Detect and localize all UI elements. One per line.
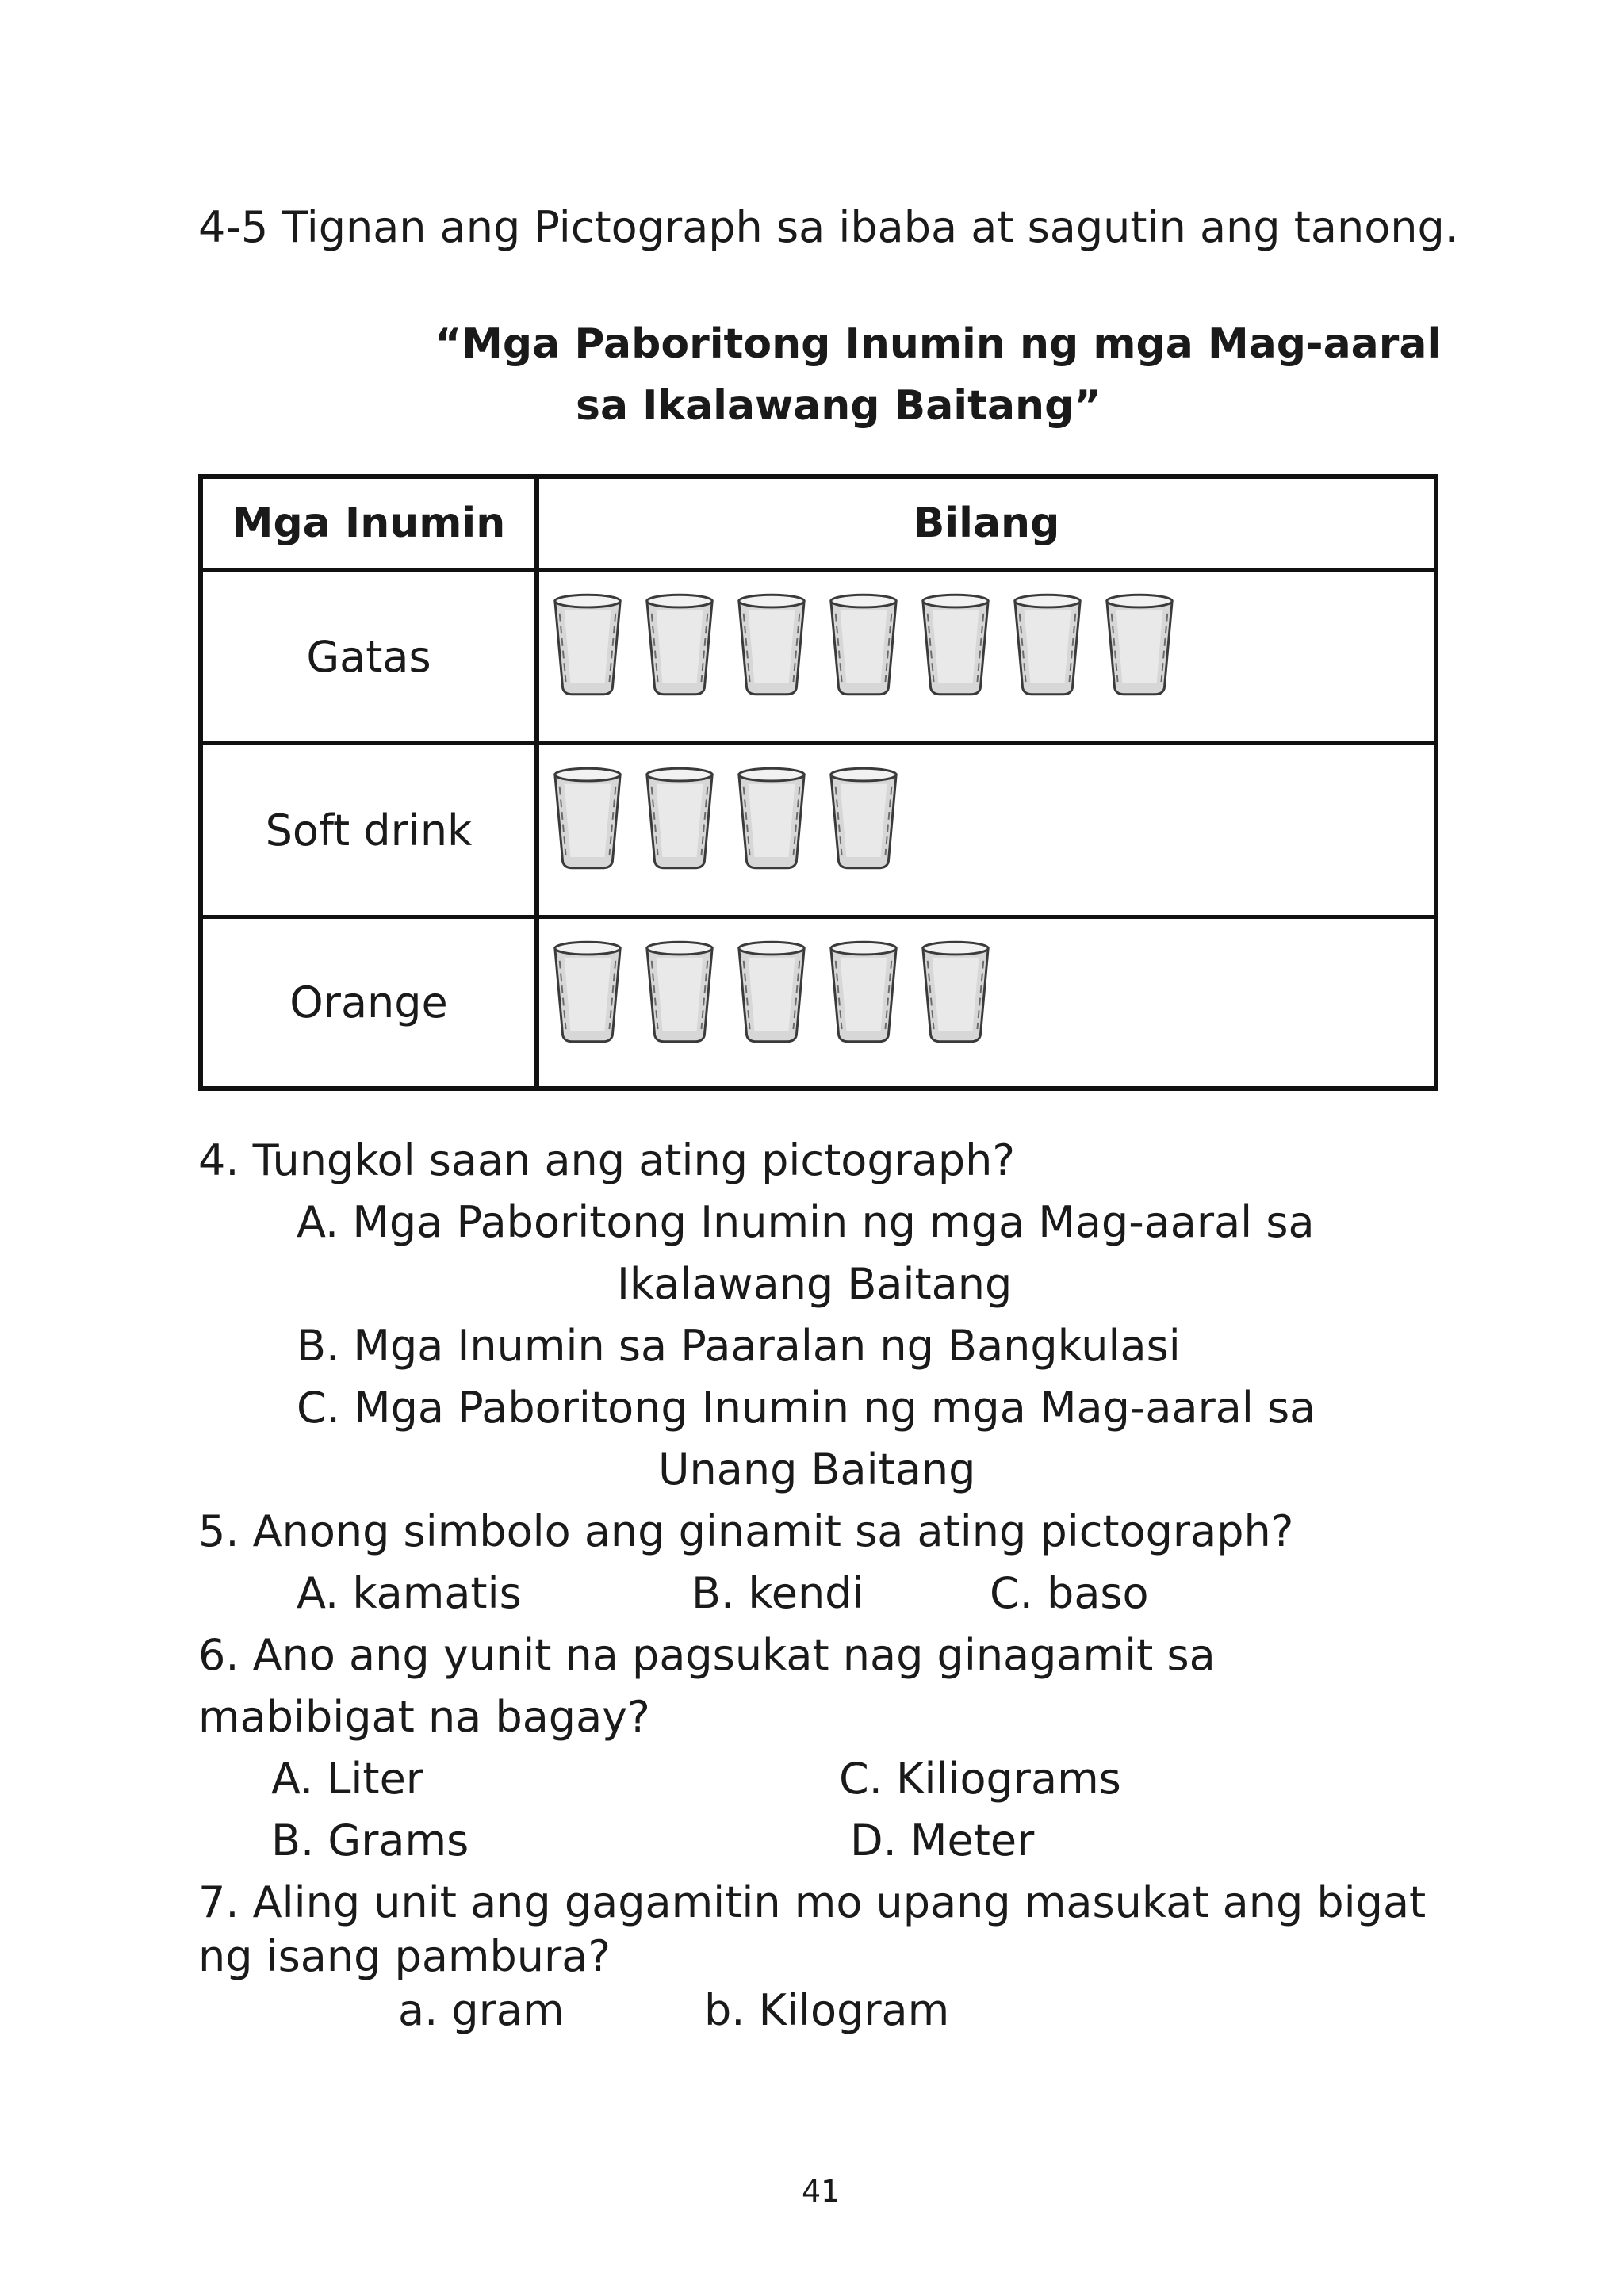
pictograph-title-line2: sa Ikalawang Baitang” [576, 382, 1101, 430]
instruction-text: 4-5 Tignan ang Pictograph sa ibaba at sagutin ang tanong. [198, 202, 1458, 252]
q5-choice-a: A. kamatis [297, 1568, 522, 1618]
question-5: 5. Anong simbolo ang ginamit sa ating pictograph? [198, 1506, 1294, 1556]
q4-choice-c-line1: C. Mga Paboritong Inumin ng mga Mag-aaral sa [297, 1383, 1316, 1433]
cup-icon [917, 936, 994, 1047]
table-row [203, 915, 1434, 1086]
q7-choice-b: b. Kilogram [704, 1985, 950, 2035]
q6-choice-d: D. Meter [850, 1816, 1035, 1866]
q4-choice-c-line2: Unang Baitang [658, 1445, 976, 1494]
question-7-line2: ng isang pambura? [198, 1931, 611, 1981]
q6-choice-a: A. Liter [271, 1754, 424, 1804]
pictograph-table [198, 474, 1438, 1091]
q6-choice-c: C. Kiliograms [839, 1754, 1121, 1804]
header-count: Bilang [913, 499, 1060, 547]
q4-choice-a-line1: A. Mga Paboritong Inumin ng mga Mag-aaral sa [297, 1197, 1315, 1247]
cup-icon [733, 763, 810, 874]
cup-icon [549, 589, 626, 700]
q7-choice-a: a. gram [398, 1985, 565, 2035]
q5-choice-b: B. kendi [691, 1568, 864, 1618]
cup-icon [733, 936, 810, 1047]
row-label-soft-drink: Soft drink [265, 805, 473, 855]
cup-icon [549, 763, 626, 874]
table-row [203, 741, 1434, 915]
table-row [203, 568, 1434, 741]
cup-icon [825, 936, 902, 1047]
cup-icon [1101, 589, 1178, 700]
page-number: 41 [802, 2174, 841, 2209]
pictograph-title-line1: “Mga Paboritong Inumin ng mga Mag-aaral [435, 320, 1442, 368]
cup-icon [641, 936, 718, 1047]
header-drinks: Mga Inumin [232, 499, 506, 547]
cup-icon [549, 936, 626, 1047]
row-label-orange: Orange [289, 978, 448, 1027]
cup-icon [641, 763, 718, 874]
q4-choice-a-line2: Ikalawang Baitang [617, 1259, 1013, 1309]
q6-choice-b: B. Grams [271, 1816, 469, 1866]
question-7-line1: 7. Aling unit ang gagamitin mo upang masukat ang bigat [198, 1877, 1427, 1927]
cup-icon [917, 589, 994, 700]
cup-icon [825, 763, 902, 874]
row-label-gatas: Gatas [306, 631, 431, 682]
q5-choice-c: C. baso [990, 1568, 1149, 1618]
cup-icon [1009, 589, 1086, 700]
cup-icon [733, 589, 810, 700]
question-4: 4. Tungkol saan ang ating pictograph? [198, 1135, 1016, 1185]
question-6-line1: 6. Ano ang yunit na pagsukat nag ginagamit sa [198, 1630, 1216, 1680]
cup-icon [825, 589, 902, 700]
cup-icon [641, 589, 718, 700]
table-header-row [203, 479, 1434, 568]
q4-choice-b: B. Mga Inumin sa Paaralan ng Bangkulasi [297, 1321, 1181, 1371]
question-6-line2: mabibigat na bagay? [198, 1692, 650, 1742]
